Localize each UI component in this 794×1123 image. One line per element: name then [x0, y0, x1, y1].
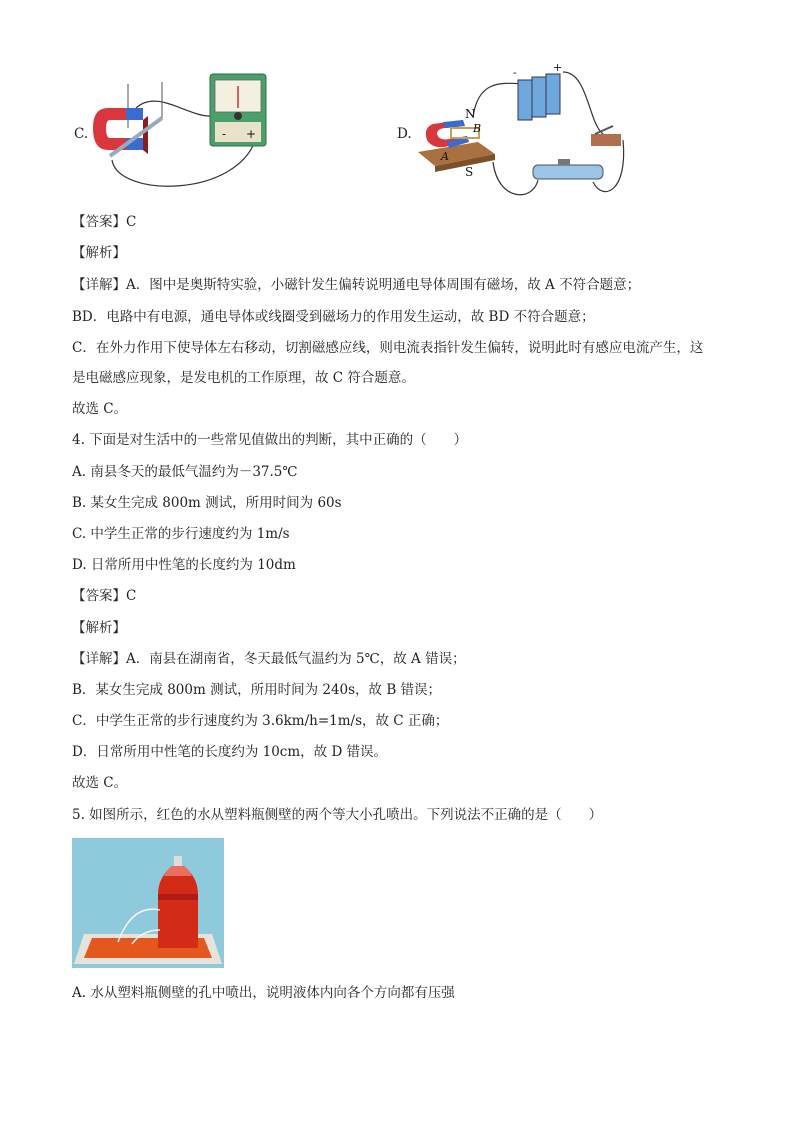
- q4-option-a: A. 南县冬天的最低气温约为－37.5℃: [72, 464, 298, 480]
- q4-detail-b: B．某女生完成 800m 测试，所用时间为 240s，故 B 错误；: [72, 682, 442, 698]
- q5-option-a: A. 水从塑料瓶侧壁的孔中喷出，说明液体内向各个方向都有压强: [72, 985, 455, 1001]
- q3-conclusion: 故选 C。: [72, 401, 128, 417]
- label-s: S: [465, 165, 474, 179]
- q4-stem: 4. 下面是对生活中的一些常见值做出的判断，其中正确的（ ）: [72, 432, 468, 448]
- label-b: B: [473, 122, 482, 135]
- battery-minus-label: -: [513, 66, 517, 79]
- q4-detail-c: C．中学生正常的步行速度约为 3.6km/h=1m/s，故 C 正确；: [72, 713, 449, 729]
- battery-plus-label: +: [553, 62, 563, 74]
- figure-c-image: [88, 68, 288, 198]
- label-a: A: [441, 150, 449, 163]
- q3-detail-a: 【详解】A．图中是奥斯特实验，小磁针发生偏转说明通电导体周围有磁场，故 A 不符合题意；: [72, 277, 641, 293]
- meter-plus-label: +: [246, 127, 257, 141]
- figure-d-label: D.: [397, 126, 412, 142]
- q4-answer: 【答案】C: [72, 588, 137, 604]
- figure-d-image: [413, 62, 638, 207]
- q4-option-b: B. 某女生完成 800m 测试，所用时间为 60s: [72, 495, 342, 511]
- q4-analysis: 【解析】: [72, 620, 126, 636]
- q3-answer: 【答案】C: [72, 214, 137, 230]
- q3-detail-c2: 是电磁感应现象，是发电机的工作原理，故 C 符合题意。: [72, 370, 415, 386]
- label-n: N: [465, 107, 476, 121]
- q3-detail-c1: C．在外力作用下使导体左右移动，切割磁感应线，则电流表指针发生偏转，说明此时有感应电流产生，这: [72, 340, 704, 356]
- figure-c-label: C.: [74, 126, 89, 142]
- water-bottle-photo: [72, 838, 224, 968]
- q3-detail-bd: BD．电路中有电源，通电导体或线圈受到磁场力的作用发生运动，故 BD 不符合题意；: [72, 309, 595, 325]
- q4-option-d: D. 日常所用中性笔的长度约为 10dm: [72, 557, 296, 573]
- q4-detail-d: D．日常所用中性笔的长度约为 10cm，故 D 错误。: [72, 744, 388, 760]
- q5-stem: 5. 如图所示，红色的水从塑料瓶侧壁的两个等大小孔喷出。下列说法不正确的是（ ）: [72, 807, 603, 823]
- q3-analysis: 【解析】: [72, 245, 126, 261]
- meter-minus-label: -: [222, 127, 227, 141]
- q4-detail-a: 【详解】A．南县在湖南省，冬天最低气温约为 5℃，故 A 错误；: [72, 651, 466, 667]
- q4-option-c: C. 中学生正常的步行速度约为 1m/s: [72, 526, 290, 542]
- q4-conclusion: 故选 C。: [72, 775, 128, 791]
